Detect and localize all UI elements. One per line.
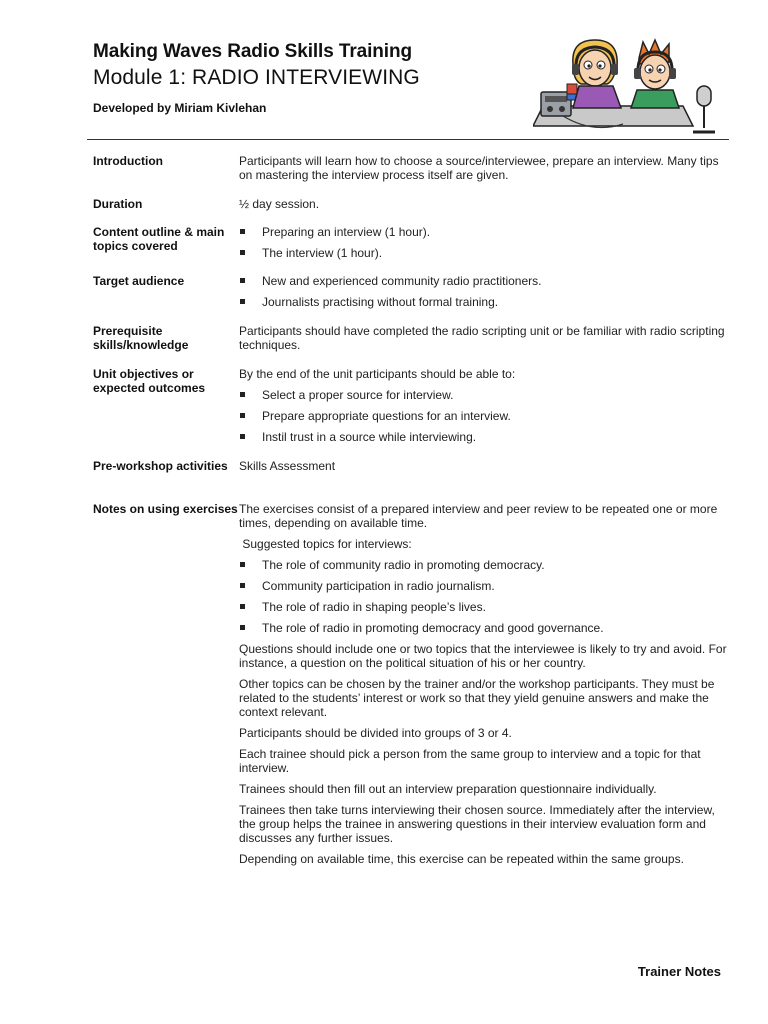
list-item: Journalists practising without formal training. xyxy=(239,295,729,309)
row-content xyxy=(239,225,729,267)
row-paragraph: Other topics can be chosen by the trainer and/or the workshop participants. They must be related to the students’ interest or work so that they yield genuine answers and make the context relevant. xyxy=(239,677,715,719)
row-paragraph: By the end of the unit participants should be able to: xyxy=(239,367,516,381)
author-line: Developed by Miriam Kivlehan xyxy=(93,101,267,115)
row-paragraph: Trainees should then fill out an interview preparation questionnaire individually. xyxy=(239,782,657,796)
table-row xyxy=(93,459,729,480)
header-divider xyxy=(87,139,729,140)
document-title: Making Waves Radio Skills Training xyxy=(93,41,412,62)
row-content xyxy=(239,502,729,873)
table-row xyxy=(93,197,729,218)
row-paragraph: ½ day session. xyxy=(239,197,320,211)
table-row xyxy=(93,274,729,316)
row-paragraph: The exercises consist of a prepared interview and peer review to be repeated one or more times, depending on available time. xyxy=(239,502,718,530)
row-paragraph: Suggested topics for interviews: xyxy=(239,537,412,551)
list-item: Preparing an interview (1 hour). xyxy=(239,225,729,239)
row-label: Content outline & main topics covered xyxy=(93,225,225,253)
row-label: Introduction xyxy=(93,154,163,168)
row-label: Pre-workshop activities xyxy=(93,459,228,473)
table-row xyxy=(93,225,729,267)
table-row xyxy=(93,502,729,873)
bullet-list xyxy=(239,558,729,635)
list-item: Prepare appropriate questions for an interview. xyxy=(239,409,729,423)
radio-hosts-illustration xyxy=(533,34,725,138)
row-label: Target audience xyxy=(93,274,185,288)
list-item: The interview (1 hour). xyxy=(239,246,729,260)
row-paragraph: Each trainee should pick a person from the same group to interview and a topic for that interview. xyxy=(239,747,701,775)
row-content xyxy=(239,459,729,480)
row-label: Notes on using exercises xyxy=(93,502,238,516)
row-content xyxy=(239,197,729,218)
list-item: The role of community radio in promoting democracy. xyxy=(239,558,729,572)
document-header xyxy=(93,40,533,115)
row-content xyxy=(239,367,729,451)
row-content xyxy=(239,274,729,316)
row-label: Duration xyxy=(93,197,143,211)
list-item: The role of radio in promoting democracy and good governance. xyxy=(239,621,729,635)
list-item: Community participation in radio journalism. xyxy=(239,579,729,593)
module-title: Module 1: RADIO INTERVIEWING xyxy=(93,66,420,89)
table-row xyxy=(93,154,729,189)
bullet-list xyxy=(239,388,729,444)
row-content xyxy=(239,324,729,359)
row-paragraph: Participants will learn how to choose a source/interviewee, prepare an interview. Many tips on mastering the interview process itself are given. xyxy=(239,154,719,182)
row-content xyxy=(239,154,729,189)
footer-label: Trainer Notes xyxy=(637,964,721,979)
bullet-list xyxy=(239,225,729,260)
row-paragraph: Participants should have completed the radio scripting unit or be familiar with radio scripting techniques. xyxy=(239,324,725,352)
row-paragraph: Depending on available time, this exercise can be repeated within the same groups. xyxy=(239,852,684,866)
row-label: Prerequisite skills/knowledge xyxy=(93,324,189,352)
table-row xyxy=(93,367,729,451)
list-item: Instil trust in a source while interviewing. xyxy=(239,430,729,444)
list-item: Select a proper source for interview. xyxy=(239,388,729,402)
row-paragraph: Questions should include one or two topics that the interviewee is likely to try and avoid. For instance, a question on the political situation of his or her country. xyxy=(239,642,727,670)
list-item: The role of radio in shaping people’s lives. xyxy=(239,600,729,614)
bullet-list xyxy=(239,274,729,309)
list-item: New and experienced community radio practitioners. xyxy=(239,274,729,288)
row-label: Unit objectives or expected outcomes xyxy=(93,367,206,395)
row-paragraph: Skills Assessment xyxy=(239,459,336,473)
row-paragraph: Trainees then take turns interviewing their chosen source. Immediately after the interview, the group helps the trainee in answering questions in their interview evaluation form and discusses any further issues. xyxy=(239,803,715,845)
table-row xyxy=(93,324,729,359)
row-paragraph: Participants should be divided into groups of 3 or 4. xyxy=(239,726,512,740)
